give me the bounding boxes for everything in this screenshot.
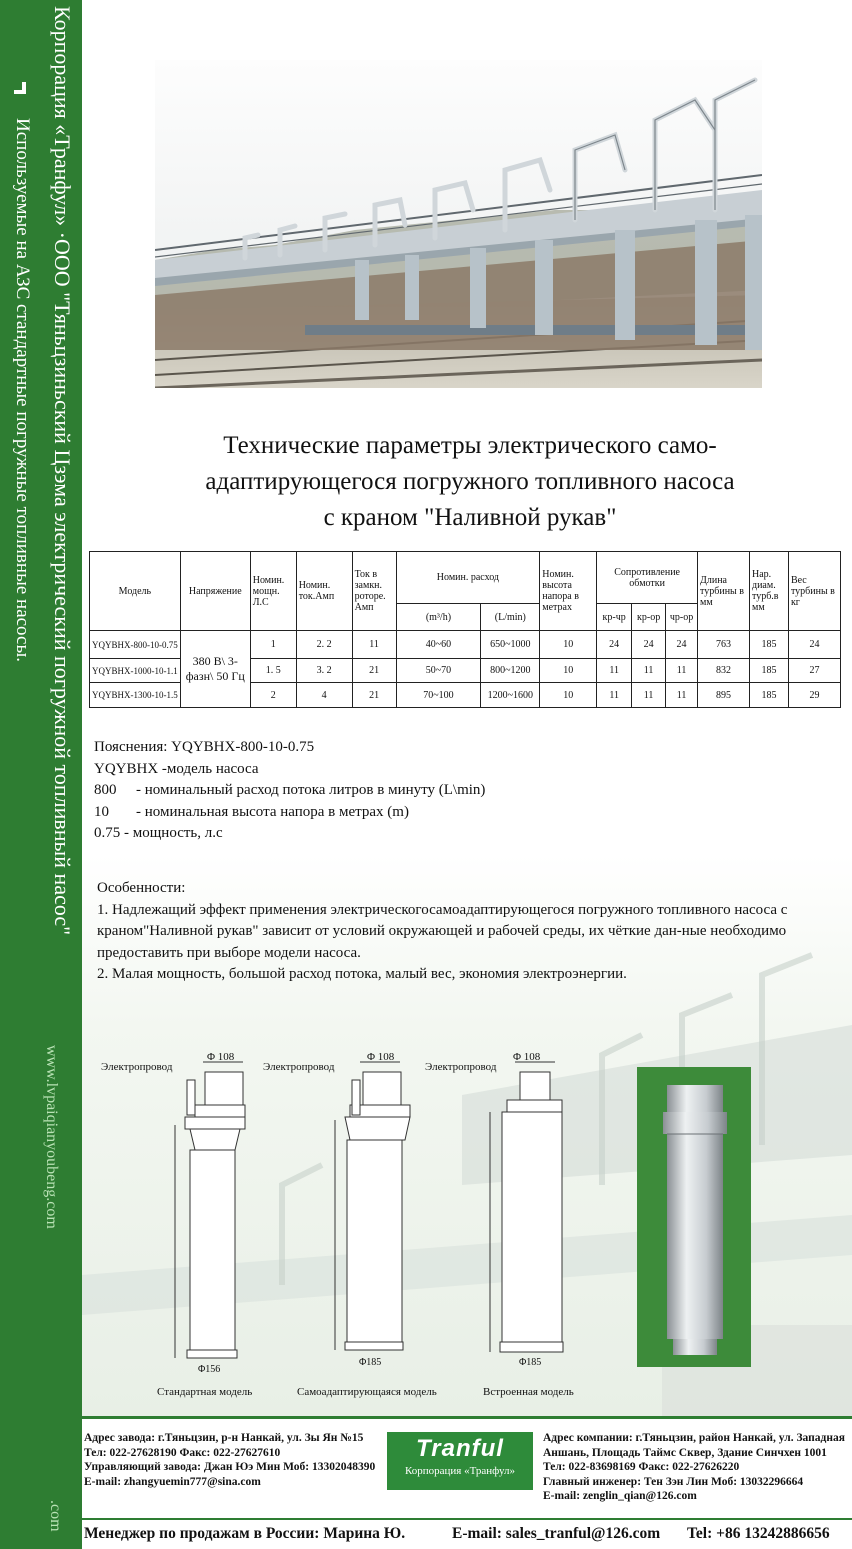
footer-factory-contacts: [84, 1431, 384, 1489]
cell-diameter: 185: [749, 631, 788, 659]
bottom-dim-2: Φ185: [359, 1357, 382, 1368]
cell-model: YQYBHX-1300-10-1.5: [90, 683, 181, 708]
caption-self-adaptive: Самоадаптирующаяся модель: [297, 1386, 437, 1398]
cell-diameter: 185: [749, 659, 788, 683]
sidebar-corporation-text: Корпорация «Транфул» ·ООО "Тяньцзиньский Цзэма электрический погружной топливный насос": [50, 6, 75, 936]
pump-photo: [637, 1067, 751, 1367]
company-engineer: Главный инженер: Тен Зэн Лин Моб: 13032296664: [543, 1475, 804, 1488]
bottom-dim-3: Φ185: [519, 1357, 542, 1368]
header-voltage: Напряжение: [180, 552, 250, 631]
cell-current: 3. 2: [296, 659, 352, 683]
factory-manager: Управляющий завода: Джан Юэ Мин Моб: 13302048390: [84, 1461, 376, 1473]
cell-head: 10: [540, 659, 597, 683]
cable-label-3: Электропровод: [425, 1061, 497, 1073]
top-dim-2: Φ 108: [367, 1051, 395, 1063]
cell-m3h: 40~60: [396, 631, 481, 659]
cell-r3: 24: [666, 631, 698, 659]
sidebar-com: .com: [47, 1500, 64, 1532]
top-dim-3: Φ 108: [513, 1051, 541, 1063]
cell-diameter: 185: [749, 683, 788, 708]
cell-rotor: 11: [352, 631, 396, 659]
header-r3: чр-ор: [666, 604, 698, 631]
cell-model: YQYBHX-800-10-0.75: [90, 631, 181, 659]
header-r2: кр-ор: [632, 604, 666, 631]
cell-power: 1. 5: [250, 659, 296, 683]
header-resistance: Сопротивление обмотки: [597, 552, 698, 604]
company-email: E-mail: zenglin_qian@126.com: [543, 1490, 697, 1502]
cell-head: 10: [540, 683, 597, 708]
footer: [82, 1419, 852, 1519]
caption-standard: Стандартная модель: [157, 1386, 253, 1398]
logo-name: Tranful: [416, 1435, 504, 1462]
model-notes: [94, 737, 485, 845]
note-flow-number: 800: [94, 782, 117, 798]
cell-length: 832: [698, 659, 750, 683]
diagram-built-in: [490, 1062, 563, 1352]
note-head-text: - номинальная высота напора в метрах (m): [136, 803, 409, 820]
factory-email: E-mail: zhangyuemin777@sina.com: [84, 1475, 261, 1488]
logo-subtitle: Корпорация «Транфул»: [404, 1465, 516, 1477]
table-row: [90, 631, 841, 659]
arrow-down-right-icon: [8, 74, 30, 96]
title-line-3: с краном "Наливной рукав": [323, 504, 617, 531]
cell-r2: 24: [632, 631, 666, 659]
page-title: [100, 428, 840, 536]
caption-built-in: Встроенная модель: [483, 1386, 574, 1398]
diagram-standard: [175, 1062, 245, 1358]
feature-item-2: 2. Малая мощность, большой расход потока, малый вес, экономия электроэнергии.: [97, 966, 627, 982]
sidebar-url: www.lvpaiqianyoubeng.com: [43, 1045, 60, 1229]
sales-manager: Менеджер по продажам в России: Марина Ю.: [84, 1525, 406, 1542]
header-head: Номин. высота напора в метрах: [540, 552, 597, 631]
factory-phone: Тел: 022-27628190 Факс: 022-27627610: [84, 1446, 281, 1459]
header-diameter: Нар. диам. турб.в мм: [749, 552, 788, 631]
header-rotor-current: Ток в замкн. роторе. Амп: [352, 552, 396, 631]
loading-arms-photo: [155, 60, 762, 388]
cell-voltage: 380 В\ 3-фазн\ 50 Гц: [180, 631, 250, 708]
cell-r3: 11: [666, 659, 698, 683]
header-power: Номин. мощн. Л.С: [250, 552, 296, 631]
bottom-dim-1: Φ156: [198, 1364, 221, 1375]
company-address: Адрес компании: г.Тяньцзин, район Нанкай, ул. Западная Аншань, Площадь Таймс Сквер, Здание Синчхен 1001: [543, 1432, 845, 1459]
note-line-2: YQYBHX -модель насоса: [94, 760, 259, 777]
diagram-self-adaptive: [335, 1062, 410, 1350]
header-weight: Вес турбины в кг: [788, 552, 840, 631]
header-r1: кр-чр: [597, 604, 632, 631]
note-line-5: 0.75 - мощность, л.с: [94, 825, 223, 841]
title-line-2: адаптирующегося погружного топливного насоса: [205, 468, 735, 495]
cell-rotor: 21: [352, 683, 396, 708]
cell-r3: 11: [666, 683, 698, 708]
sales-email: E-mail: sales_tranful@126.com: [452, 1525, 661, 1542]
cell-weight: 29: [788, 683, 840, 708]
footer-company-contacts: [543, 1431, 848, 1504]
sales-contact-bar: [82, 1518, 852, 1549]
cell-lmin: 1200~1600: [481, 683, 540, 708]
header-flow-lmin: (L/min): [481, 604, 540, 631]
cell-m3h: 70~100: [396, 683, 481, 708]
note-line-1: Пояснения: YQYBHX-800-10-0.75: [94, 739, 315, 755]
header-flow: Номин. расход: [396, 552, 540, 604]
sidebar-band: [0, 0, 82, 1549]
header-length: Длина турбины в мм: [698, 552, 750, 631]
factory-address: Адрес завода: г.Тяньцзин, р-н Нанкай, ул. Зы Ян №15: [84, 1432, 364, 1444]
note-flow-text: - номинальный расход потока литров в минуту (L\min): [136, 782, 486, 798]
cell-rotor: 21: [352, 659, 396, 683]
cell-head: 10: [540, 631, 597, 659]
title-line-1: Технические параметры электрического само-: [223, 432, 717, 459]
specs-table: [89, 551, 841, 708]
cell-m3h: 50~70: [396, 659, 481, 683]
header-current: Номин. ток.Амп: [296, 552, 352, 631]
cell-current: 4: [296, 683, 352, 708]
features-section: [97, 878, 837, 986]
cell-r2: 11: [632, 659, 666, 683]
cell-weight: 24: [788, 631, 840, 659]
note-head-number: 10: [94, 803, 109, 820]
features-heading: Особенности:: [97, 880, 186, 896]
cell-length: 895: [698, 683, 750, 708]
feature-item-1: 1. Надлежащий эффект применения электрическогосамоадаптирующегося погружного топливного насоса с краном"Наливной рукав" зависит от условий окружающей и рабочей среды, их чёткие дан-ные необходимо предоставить при выборе модели насоса.: [97, 901, 788, 961]
sales-phone: Tel: +86 13242886656: [687, 1525, 830, 1542]
cell-weight: 27: [788, 659, 840, 683]
cell-r2: 11: [632, 683, 666, 708]
header-model: Модель: [90, 552, 181, 631]
cell-model: YQYBHX-1000-10-1.1: [90, 659, 181, 683]
cable-label-1: Электропровод: [101, 1061, 173, 1073]
cell-r1: 24: [597, 631, 632, 659]
cell-power: 2: [250, 683, 296, 708]
cell-length: 763: [698, 631, 750, 659]
cell-r1: 11: [597, 683, 632, 708]
cell-power: 1: [250, 631, 296, 659]
cable-label-2: Электропровод: [263, 1061, 335, 1073]
cell-current: 2. 2: [296, 631, 352, 659]
top-dim-1: Φ 108: [207, 1051, 235, 1063]
header-flow-m3h: (m³/h): [396, 604, 481, 631]
cell-lmin: 650~1000: [481, 631, 540, 659]
sidebar-usage-text: Используемые на АЗС стандартные погружные топливные насосы.: [12, 118, 33, 662]
company-phone: Тел: 022-83698169 Факс: 022-27626220: [543, 1461, 740, 1473]
cell-r1: 11: [597, 659, 632, 683]
cell-lmin: 800~1200: [481, 659, 540, 683]
tranful-logo: [387, 1432, 533, 1490]
